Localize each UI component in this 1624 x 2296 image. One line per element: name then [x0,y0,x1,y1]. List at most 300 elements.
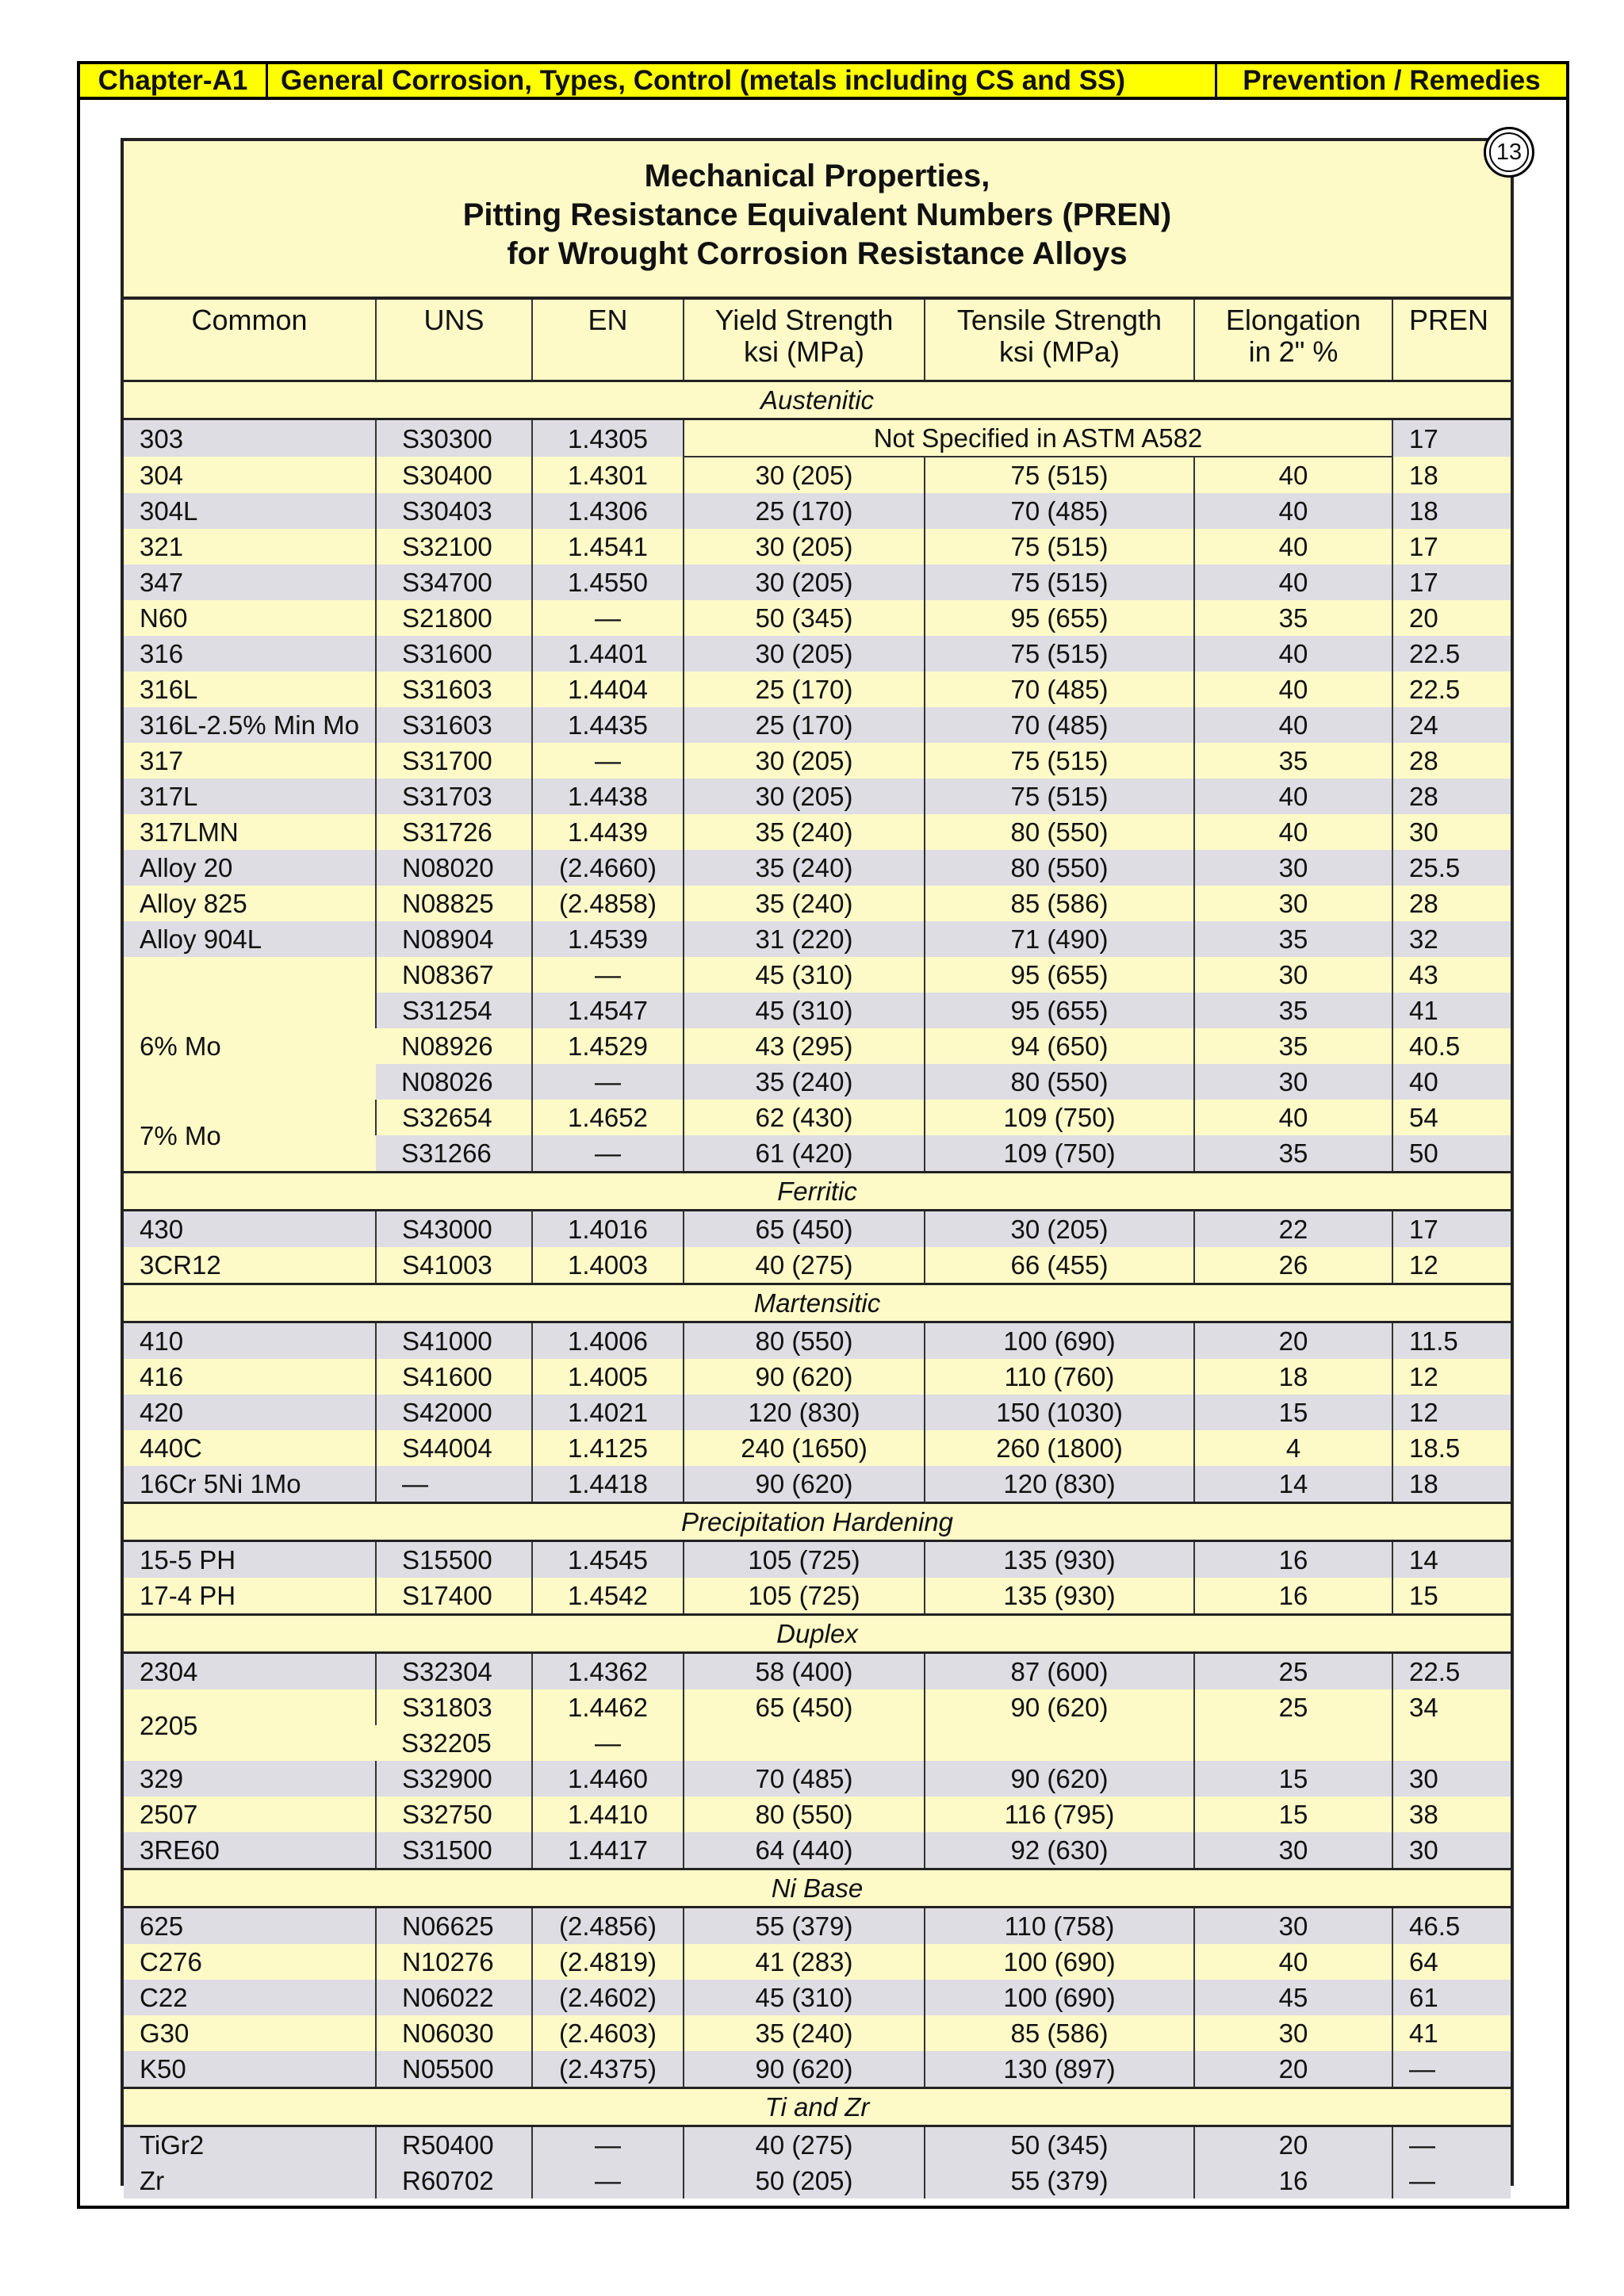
table-row [124,814,1511,850]
cell-elongation: 40 [1194,707,1392,743]
table-row [124,493,1511,529]
table-row [124,779,1511,814]
cell-tensile: 55 (379) [925,2163,1194,2198]
table-row [124,1653,1511,1690]
cell-yield: 30 (205) [684,529,925,564]
cell-en: (2.4602) [532,1980,684,2015]
page-number-badge [1484,127,1534,178]
chapter-title: General Corrosion, Types, Control (metals including CS and SS) [268,64,1217,97]
cell-common: 420 [124,1395,376,1430]
cell-pren: 50 [1392,1135,1511,1173]
cell-pren: 12 [1392,1247,1511,1284]
cell-common: 440C [124,1430,376,1466]
chapter-label: Chapter-A1 [80,64,268,97]
cell-en: 1.4301 [532,457,684,493]
cell-en: 1.4652 [532,1100,684,1135]
table-row [124,1100,1511,1135]
cell-elongation: 22 [1194,1211,1392,1248]
cell-elongation: 20 [1194,2126,1392,2164]
cell-en: — [532,1725,684,1761]
table-row [124,1359,1511,1395]
cell-common: Alloy 825 [124,886,376,921]
cell-pren: 28 [1392,779,1511,814]
cell-yield: 30 (205) [684,743,925,779]
cell-elongation: 40 [1194,564,1392,600]
col-elongation-l1: Elongation [1225,304,1362,336]
cell-en: 1.4545 [532,1541,684,1578]
cell-elongation: 15 [1194,1797,1392,1832]
cell-en: 1.4460 [532,1761,684,1797]
table-row [124,1541,1511,1578]
cell-en: (2.4819) [532,1944,684,1980]
cell-elongation: 40 [1194,814,1392,850]
cell-en: (2.4856) [532,1908,684,1945]
cell-common: C22 [124,1980,376,2015]
cell-tensile: 80 (550) [925,850,1194,886]
table-row [124,1832,1511,1869]
cell-pren: 28 [1392,743,1511,779]
cell-pren: 38 [1392,1797,1511,1832]
cell-yield: 65 (450) [684,1211,925,1248]
col-uns: UNS [376,298,532,381]
cell-uns: N08026 [376,1064,532,1100]
cell-tensile: 94 (650) [925,1028,1194,1064]
cell-elongation: 40 [1194,529,1392,564]
cell-en: 1.4021 [532,1395,684,1430]
cell-en: — [532,957,684,993]
cell-uns: N08825 [376,886,532,921]
cell-uns: S44004 [376,1430,532,1466]
cell-common: 17-4 PH [124,1578,376,1615]
cell-tensile: 71 (490) [925,921,1194,957]
cell-pren: 22.5 [1392,636,1511,672]
cell-uns: S31700 [376,743,532,779]
cell-yield: 58 (400) [684,1653,925,1690]
section-ferritic: Ferritic [124,1173,1511,1211]
cell-tensile: 110 (758) [925,1908,1194,1945]
cell-uns: N06030 [376,2015,532,2051]
cell-yield: 105 (725) [684,1578,925,1615]
table-row [124,921,1511,957]
cell-uns: S41600 [376,1359,532,1395]
cell-pren: 12 [1392,1359,1511,1395]
cell-elongation: 40 [1194,493,1392,529]
cell-elongation: 30 [1194,1908,1392,1945]
table-row [124,1908,1511,1945]
table-row [124,707,1511,743]
cell-common: 304 [124,457,376,493]
cell-uns: S31603 [376,707,532,743]
col-common: Common [124,298,376,381]
table-row [124,2051,1511,2088]
cell-yield: 90 (620) [684,1466,925,1503]
cell-elongation: 40 [1194,1944,1392,1980]
cell-elongation: 30 [1194,957,1392,993]
table-row [124,529,1511,564]
cell-en: 1.4125 [532,1430,684,1466]
cell-tensile: 75 (515) [925,564,1194,600]
title-line-3: for Wrought Corrosion Resistance Alloys [507,236,1128,271]
table-row [124,1247,1511,1284]
cell-uns: S31600 [376,636,532,672]
table-row [124,672,1511,707]
cell-common: 303 [124,419,376,457]
cell-en: 1.4306 [532,493,684,529]
table-row [124,1689,1511,1725]
cell-pren: 18 [1392,1466,1511,1503]
section-precipitation-hardening: Precipitation Hardening [124,1503,1511,1541]
col-tensile [925,298,1194,381]
cell-tensile: 75 (515) [925,529,1194,564]
cell-yield: 35 (240) [684,814,925,850]
cell-uns: S43000 [376,1211,532,1248]
cell-yield: 30 (205) [684,779,925,814]
cell-yield: 45 (310) [684,957,925,993]
table-row [124,743,1511,779]
cell-yield: 90 (620) [684,2051,925,2088]
cell-elongation: 30 [1194,1832,1392,1869]
cell-yield: 41 (283) [684,1944,925,1980]
cell-pren: 30 [1392,1832,1511,1869]
cell-pren: 46.5 [1392,1908,1511,1945]
table-row [124,1322,1511,1360]
section-ti-zr: Ti and Zr [124,2088,1511,2126]
properties-panel [121,138,1514,2195]
section-ni-base: Ni Base [124,1869,1511,1908]
cell-common: 317LMN [124,814,376,850]
cell-en: 1.4401 [532,636,684,672]
table-row [124,636,1511,672]
cell-elongation: 40 [1194,457,1392,493]
cell-elongation: 35 [1194,993,1392,1028]
cell-not-specified: Not Specified in ASTM A582 [684,419,1392,457]
cell-elongation: 35 [1194,1028,1392,1064]
cell-yield: 105 (725) [684,1541,925,1578]
cell-elongation: 25 [1194,1689,1392,1725]
cell-tensile: 80 (550) [925,814,1194,850]
cell-yield: 30 (205) [684,564,925,600]
cell-common: 2205 [124,1689,376,1761]
section-row [124,1503,1511,1541]
cell-pren [1392,1725,1511,1761]
section-row [124,1284,1511,1322]
cell-common: 304L [124,493,376,529]
cell-uns: S31726 [376,814,532,850]
title-line-1: Mechanical Properties, [644,159,990,193]
cell-common: K50 [124,2051,376,2088]
section-row [124,2088,1511,2126]
cell-pren: 41 [1392,993,1511,1028]
cell-elongation: 20 [1194,1322,1392,1360]
cell-yield: 35 (240) [684,2015,925,2051]
cell-uns: S34700 [376,564,532,600]
cell-elongation: 40 [1194,636,1392,672]
cell-yield: 45 (310) [684,993,925,1028]
cell-en: 1.4539 [532,921,684,957]
cell-en: 1.4438 [532,779,684,814]
cell-pren: 17 [1392,564,1511,600]
cell-en: — [532,1135,684,1173]
cell-en: 1.4410 [532,1797,684,1832]
cell-pren: 11.5 [1392,1322,1511,1360]
cell-en: 1.4547 [532,993,684,1028]
section-label: Prevention / Remedies [1243,64,1541,96]
cell-uns: S31254 [376,993,532,1028]
section-martensitic: Martensitic [124,1284,1511,1322]
table-row [124,1578,1511,1615]
cell-tensile: 116 (795) [925,1797,1194,1832]
cell-pren: 25.5 [1392,850,1511,886]
cell-pren: 30 [1392,814,1511,850]
cell-tensile: 109 (750) [925,1100,1194,1135]
cell-uns: N06625 [376,1908,532,1945]
cell-tensile: 75 (515) [925,743,1194,779]
cell-pren: 40 [1392,1064,1511,1100]
section-row [124,1173,1511,1211]
cell-yield: 30 (205) [684,636,925,672]
cell-common: G30 [124,2015,376,2051]
cell-elongation: 30 [1194,850,1392,886]
cell-elongation: 15 [1194,1395,1392,1430]
cell-yield: 61 (420) [684,1135,925,1173]
cell-pren: 34 [1392,1689,1511,1725]
cell-tensile: 75 (515) [925,457,1194,493]
cell-pren: 17 [1392,1211,1511,1248]
cell-tensile: 75 (515) [925,636,1194,672]
cell-uns: — [376,1466,532,1503]
cell-en: 1.4529 [532,1028,684,1064]
cell-uns: N05500 [376,2051,532,2088]
cell-elongation: 20 [1194,2051,1392,2088]
table-row [124,850,1511,886]
cell-yield: 25 (170) [684,707,925,743]
cell-tensile: 130 (897) [925,2051,1194,2088]
table-row [124,1430,1511,1466]
cell-yield: 120 (830) [684,1395,925,1430]
table-row [124,2163,1511,2198]
cell-yield: 50 (205) [684,2163,925,2198]
cell-elongation: 16 [1194,2163,1392,2198]
cell-en: 1.4005 [532,1359,684,1395]
cell-elongation: 35 [1194,743,1392,779]
cell-pren: 28 [1392,886,1511,921]
cell-yield: 90 (620) [684,1359,925,1395]
cell-common: Zr [124,2163,376,2198]
cell-uns: S31500 [376,1832,532,1869]
cell-pren: — [1392,2051,1511,2088]
cell-uns: S32900 [376,1761,532,1797]
cell-yield: 35 (240) [684,1064,925,1100]
col-yield [684,298,925,381]
cell-common: 7% Mo [124,1100,376,1173]
cell-en: (2.4603) [532,2015,684,2051]
table-row [124,993,1511,1028]
cell-yield: 62 (430) [684,1100,925,1135]
cell-common: 2304 [124,1653,376,1690]
cell-common [124,957,376,993]
cell-pren: 18.5 [1392,1430,1511,1466]
cell-pren: 40.5 [1392,1028,1511,1064]
cell-common: C276 [124,1944,376,1980]
cell-uns: N10276 [376,1944,532,1980]
cell-pren: 64 [1392,1944,1511,1980]
cell-en: 1.4362 [532,1653,684,1690]
cell-en: 1.4417 [532,1832,684,1869]
cell-pren: 18 [1392,493,1511,529]
cell-yield: 45 (310) [684,1980,925,2015]
col-tensile-l1: Tensile Strength [956,304,1162,336]
cell-elongation: 16 [1194,1578,1392,1615]
table-row [124,1944,1511,1980]
cell-elongation: 40 [1194,672,1392,707]
cell-elongation: 35 [1194,921,1392,957]
cell-yield: 25 (170) [684,493,925,529]
cell-yield [684,1725,925,1761]
cell-tensile: 109 (750) [925,1135,1194,1173]
cell-common: TiGr2 [124,2126,376,2164]
table-row [124,1797,1511,1832]
cell-common: 3CR12 [124,1247,376,1284]
cell-elongation: 35 [1194,1135,1392,1173]
col-tensile-l2: ksi (MPa) [999,335,1120,368]
cell-elongation: 16 [1194,1541,1392,1578]
cell-pren: 43 [1392,957,1511,993]
cell-tensile: 85 (586) [925,886,1194,921]
cell-common: 6% Mo [124,993,376,1100]
cell-pren: 17 [1392,529,1511,564]
cell-en: 1.4418 [532,1466,684,1503]
cell-pren: 20 [1392,600,1511,636]
cell-en: 1.4003 [532,1247,684,1284]
cell-elongation: 15 [1194,1761,1392,1797]
cell-yield: 35 (240) [684,886,925,921]
cell-pren: 22.5 [1392,672,1511,707]
cell-common: 430 [124,1211,376,1248]
cell-en: 1.4462 [532,1689,684,1725]
cell-uns: R50400 [376,2126,532,2164]
cell-tensile: 50 (345) [925,2126,1194,2164]
section-duplex: Duplex [124,1615,1511,1653]
cell-pren: 12 [1392,1395,1511,1430]
cell-common: 347 [124,564,376,600]
cell-common: 317 [124,743,376,779]
properties-table [124,297,1511,2198]
cell-yield: 55 (379) [684,1908,925,1945]
cell-tensile: 95 (655) [925,957,1194,993]
page-number: 13 [1489,132,1529,172]
table-row [124,1466,1511,1503]
cell-en: — [532,743,684,779]
cell-yield: 80 (550) [684,1322,925,1360]
cell-uns: S15500 [376,1541,532,1578]
cell-en: 1.4435 [532,707,684,743]
table-row [124,457,1511,493]
cell-en: 1.4541 [532,529,684,564]
cell-uns: S41003 [376,1247,532,1284]
cell-pren: — [1392,2126,1511,2164]
cell-tensile: 80 (550) [925,1064,1194,1100]
cell-elongation: 26 [1194,1247,1392,1284]
cell-tensile: 75 (515) [925,779,1194,814]
cell-yield: 50 (345) [684,600,925,636]
cell-elongation: 4 [1194,1430,1392,1466]
cell-uns: S30400 [376,457,532,493]
cell-elongation: 18 [1194,1359,1392,1395]
cell-uns: S17400 [376,1578,532,1615]
cell-common: 316L-2.5% Min Mo [124,707,376,743]
cell-uns: S32205 [376,1725,532,1761]
cell-uns: R60702 [376,2163,532,2198]
cell-tensile: 260 (1800) [925,1430,1194,1466]
cell-pren: 14 [1392,1541,1511,1578]
cell-tensile: 85 (586) [925,2015,1194,2051]
table-row [124,1211,1511,1248]
col-elongation-l2: in 2" % [1248,335,1339,368]
cell-pren: 15 [1392,1578,1511,1615]
cell-common: 416 [124,1359,376,1395]
cell-tensile: 100 (690) [925,1944,1194,1980]
cell-yield: 30 (205) [684,457,925,493]
cell-elongation: 25 [1194,1653,1392,1690]
cell-common: 15-5 PH [124,1541,376,1578]
cell-yield: 40 (275) [684,2126,925,2164]
cell-tensile: 135 (930) [925,1578,1194,1615]
cell-common: 2507 [124,1797,376,1832]
cell-elongation: 30 [1194,1064,1392,1100]
cell-tensile: 66 (455) [925,1247,1194,1284]
cell-uns: S31266 [376,1135,532,1173]
cell-common: 410 [124,1322,376,1360]
cell-en: 1.4542 [532,1578,684,1615]
section-austenitic: Austenitic [124,381,1511,419]
cell-uns: N08020 [376,850,532,886]
section-row [124,1869,1511,1908]
section-row [124,381,1511,419]
cell-pren: 24 [1392,707,1511,743]
cell-uns: S32654 [376,1100,532,1135]
cell-common: N60 [124,600,376,636]
table-row [124,564,1511,600]
cell-pren: 32 [1392,921,1511,957]
col-elongation [1194,298,1392,381]
cell-common: 317L [124,779,376,814]
cell-en: — [532,600,684,636]
cell-uns: S32750 [376,1797,532,1832]
cell-tensile: 135 (930) [925,1541,1194,1578]
cell-tensile: 90 (620) [925,1689,1194,1725]
cell-pren: — [1392,2163,1511,2198]
table-header-row [124,298,1511,381]
cell-elongation: 14 [1194,1466,1392,1503]
cell-uns: N08904 [376,921,532,957]
cell-elongation: 35 [1194,600,1392,636]
cell-elongation: 40 [1194,779,1392,814]
cell-common: 316L [124,672,376,707]
cell-yield: 31 (220) [684,921,925,957]
cell-yield: 43 (295) [684,1028,925,1064]
cell-en: 1.4006 [532,1322,684,1360]
cell-pren: 41 [1392,2015,1511,2051]
cell-tensile: 70 (485) [925,672,1194,707]
cell-pren: 54 [1392,1100,1511,1135]
title-line-2: Pitting Resistance Equivalent Numbers (PREN) [462,197,1172,232]
cell-yield: 35 (240) [684,850,925,886]
cell-uns: S41000 [376,1322,532,1360]
cell-elongation: 45 [1194,1980,1392,2015]
table-row [124,1395,1511,1430]
cell-uns: S42000 [376,1395,532,1430]
table-row [124,1980,1511,2015]
